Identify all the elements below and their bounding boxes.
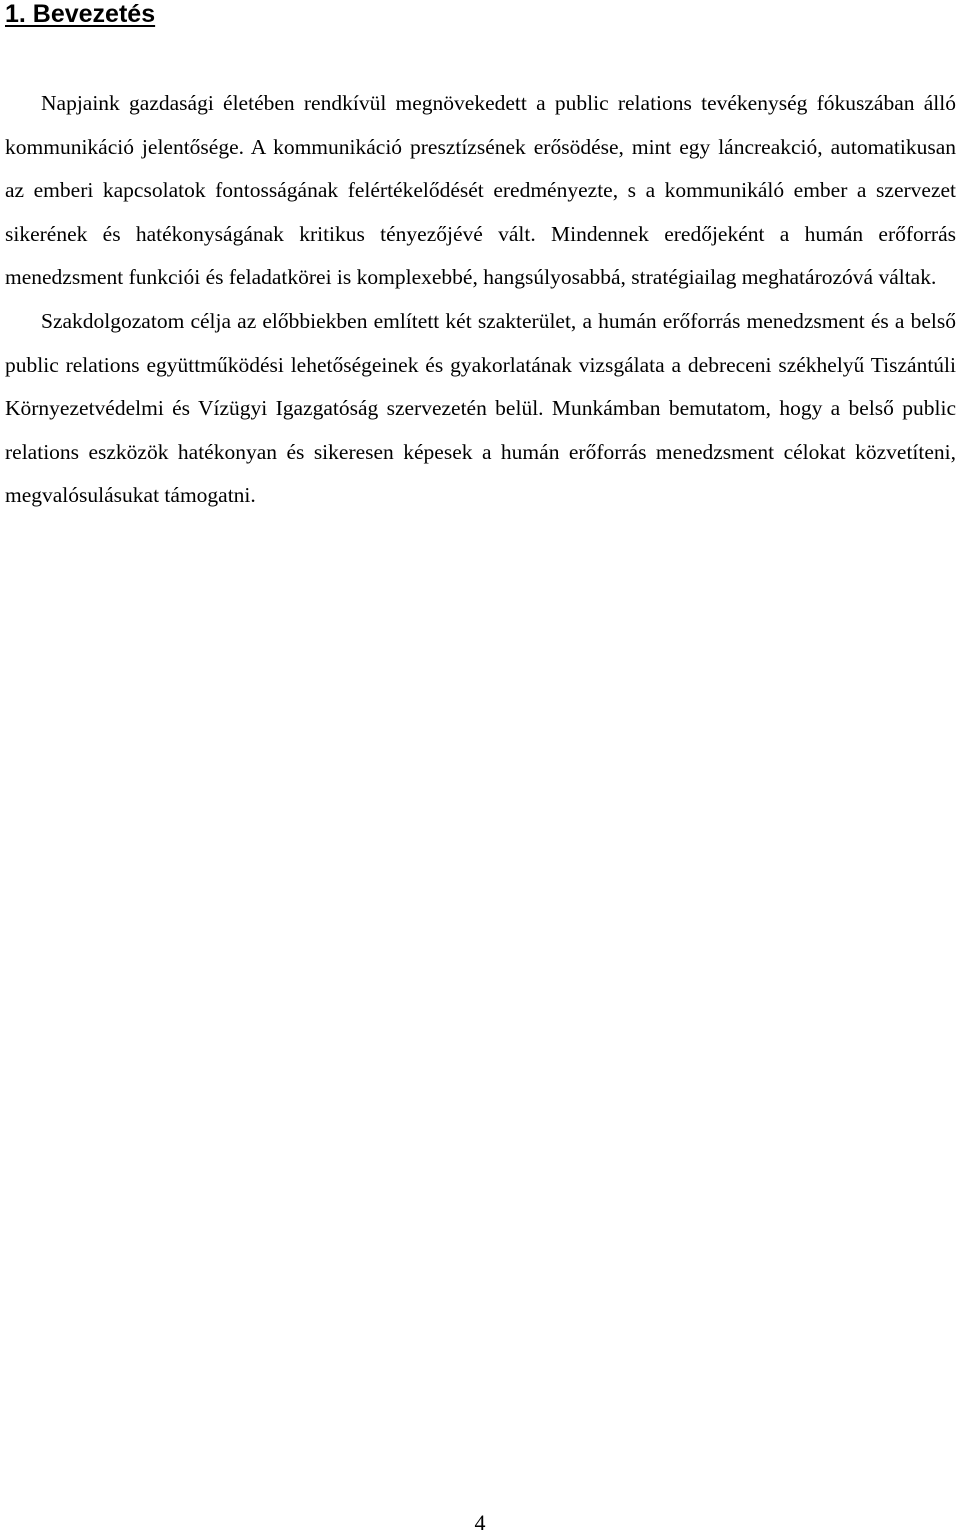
- document-body: [5, 82, 956, 518]
- paragraph-introduction: Napjaink gazdasági életében rendkívül megnövekedett a public relations tevékenység fókuszában álló kommunikáció jelentősége. A kommunikáció presztízsének erősödése, mint egy láncreakció, automatikusan az emberi kapcsolatok fontosságának felértékelődését eredményezte, s a kommunikáló ember a szervezet sikerének és hatékonyságának kritikus tényezőjévé vált. Mindennek eredőjeként a humán erőforrás menedzsment funkciói és feladatkörei is komplexebbé, hangsúlyosabbá, stratégiailag meghatározóvá váltak.: [5, 91, 956, 290]
- paragraph-thesis-goal: Szakdolgozatom célja az előbbiekben említett két szakterület, a humán erőforrás menedzsment és a belső public relations együttműködési lehetőségeinek és gyakorlatának vizsgálata a debreceni székhelyű Tiszántúli Környezetvédelmi és Vízügyi Igazgatóság szervezetén belül. Munkámban bemutatom, hogy a belső public relations eszközök hatékonyan és sikeresen képesek a humán erőforrás menedzsment célokat közvetíteni, megvalósulásukat támogatni.: [5, 308, 956, 508]
- page-number: 4: [474, 1510, 486, 1535]
- section-heading: 1. Bevezetés: [5, 0, 156, 28]
